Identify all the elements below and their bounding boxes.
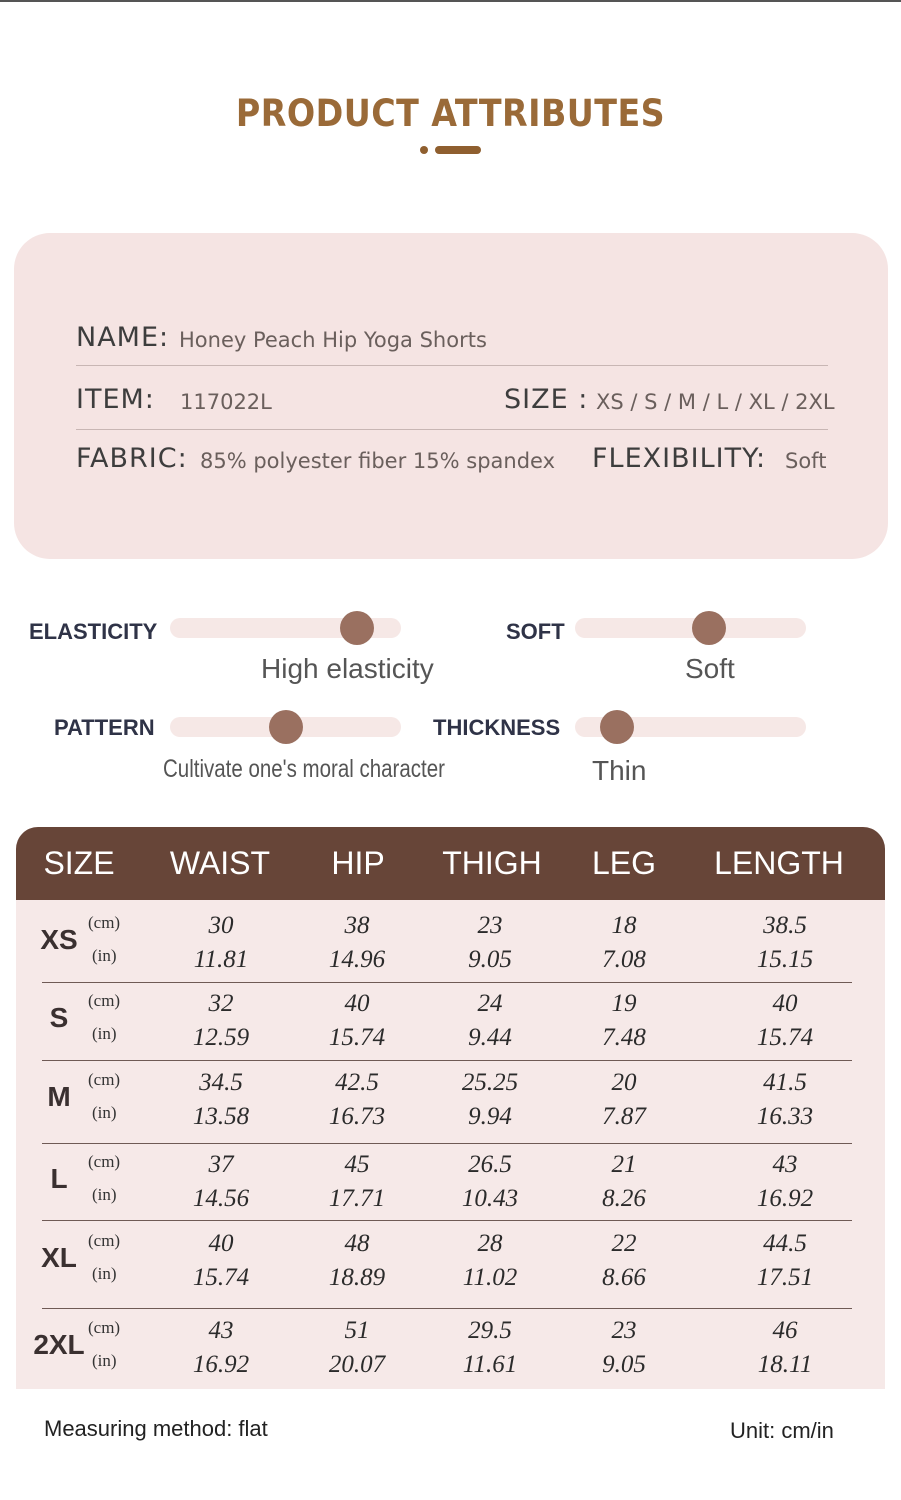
size-value: XS / S / M / L / XL / 2XL — [596, 390, 835, 414]
unit-cm-label: (cm) — [88, 1231, 121, 1250]
table-cell-cm: 21 — [611, 1151, 637, 1178]
table-cell-cm: 28 — [477, 1230, 503, 1257]
table-cell-in: 8.66 — [602, 1264, 646, 1291]
row-size-label: L — [50, 1163, 68, 1194]
attributes-divider — [76, 365, 828, 366]
table-cell-in: 16.92 — [756, 1185, 814, 1212]
table-cell-cm: 38.5 — [763, 912, 807, 939]
row-divider — [42, 1220, 852, 1221]
table-cell-cm: 25.25 — [461, 1069, 519, 1096]
table-cell-in: 16.73 — [328, 1103, 386, 1130]
unit-in-label: (in) — [92, 1351, 117, 1370]
unit-in-label: (in) — [92, 1103, 117, 1122]
slider-knob — [269, 710, 303, 744]
row-size-label: 2XL — [33, 1329, 85, 1360]
slider-value-text: Thin — [592, 755, 647, 786]
table-cell-in: 15.74 — [192, 1264, 250, 1291]
slider-value-text: Cultivate one's moral character — [163, 755, 445, 783]
table-cell-in: 14.96 — [328, 946, 386, 973]
table-cell-in: 18.11 — [757, 1351, 813, 1378]
table-cell-cm: 23 — [477, 912, 503, 939]
table-cell-cm: 19 — [611, 990, 637, 1017]
table-cell-in: 17.71 — [328, 1185, 386, 1212]
table-cell-in: 11.02 — [462, 1264, 518, 1291]
table-cell-in: 11.61 — [462, 1351, 518, 1378]
header-size: SIZE — [43, 845, 115, 881]
header-thigh: THIGH — [442, 845, 542, 881]
table-cell-in: 11.81 — [193, 946, 249, 973]
unit-note: Unit: cm/in — [730, 1418, 834, 1443]
table-cell-cm: 46 — [772, 1317, 798, 1344]
table-cell-in: 7.08 — [602, 946, 646, 973]
table-cell-cm: 40 — [208, 1230, 234, 1257]
name-label: NAME: — [76, 322, 170, 353]
fabric-label: FABRIC: — [76, 443, 188, 474]
table-cell-cm: 32 — [208, 990, 234, 1017]
row-divider — [42, 982, 852, 983]
table-cell-in: 15.15 — [756, 946, 814, 973]
unit-in-label: (in) — [92, 946, 117, 965]
header-leg: LEG — [591, 845, 657, 881]
table-cell-in: 20.07 — [328, 1351, 386, 1378]
table-cell-cm: 29.5 — [468, 1317, 512, 1344]
unit-cm-label: (cm) — [88, 913, 121, 932]
flexibility-value: Soft — [785, 449, 827, 473]
table-cell-in: 9.05 — [602, 1351, 646, 1378]
slider-track — [575, 618, 806, 638]
attributes-card — [14, 233, 888, 559]
table-cell-cm: 51 — [344, 1317, 370, 1344]
table-cell-cm: 22 — [611, 1230, 637, 1257]
table-cell-cm: 41.5 — [763, 1069, 807, 1096]
row-size-label: M — [47, 1081, 71, 1112]
unit-cm-label: (cm) — [88, 991, 121, 1010]
unit-cm-label: (cm) — [88, 1152, 121, 1171]
row-size-label: XS — [40, 924, 78, 955]
item-value: 117022L — [180, 390, 272, 414]
table-cell-cm: 24 — [477, 990, 503, 1017]
table-cell-in: 16.33 — [756, 1103, 814, 1130]
table-cell-in: 7.48 — [602, 1024, 646, 1051]
slider-label: THICKNESS — [433, 715, 561, 740]
name-value: Honey Peach Hip Yoga Shorts — [179, 328, 487, 352]
flexibility-label: FLEXIBILITY: — [592, 443, 767, 474]
table-cell-in: 10.43 — [461, 1185, 519, 1212]
table-cell-cm: 44.5 — [763, 1230, 807, 1257]
table-cell-cm: 23 — [611, 1317, 637, 1344]
table-cell-cm: 18 — [611, 912, 637, 939]
table-cell-in: 12.59 — [192, 1024, 250, 1051]
table-cell-in: 7.87 — [602, 1103, 646, 1130]
page-title: PRODUCT ATTRIBUTES — [235, 92, 666, 135]
table-cell-in: 17.51 — [756, 1264, 814, 1291]
slider-value-text: Soft — [685, 653, 735, 684]
table-cell-in: 14.56 — [192, 1185, 250, 1212]
unit-cm-label: (cm) — [88, 1070, 121, 1089]
slider-value-text: High elasticity — [261, 653, 434, 684]
table-cell-cm: 20 — [611, 1069, 637, 1096]
slider-knob — [600, 710, 634, 744]
size-table-header — [16, 827, 885, 900]
table-cell-in: 13.58 — [192, 1103, 250, 1130]
table-cell-in: 15.74 — [328, 1024, 386, 1051]
row-divider — [42, 1308, 852, 1309]
table-cell-cm: 38 — [344, 912, 370, 939]
table-cell-in: 9.94 — [468, 1103, 512, 1130]
row-size-label: S — [49, 1002, 69, 1033]
header-length: LENGTH — [714, 845, 844, 881]
slider-label: ELASTICITY — [29, 619, 158, 644]
header-waist: WAIST — [169, 845, 271, 881]
header-hip: HIP — [331, 845, 385, 881]
table-cell-cm: 43 — [772, 1151, 798, 1178]
table-cell-cm: 43 — [208, 1317, 234, 1344]
table-cell-cm: 40 — [772, 990, 798, 1017]
table-cell-in: 9.05 — [468, 946, 512, 973]
table-cell-cm: 40 — [344, 990, 370, 1017]
title-decoration-dot — [420, 146, 428, 154]
table-cell-in: 9.44 — [468, 1024, 512, 1051]
table-cell-cm: 45 — [344, 1151, 370, 1178]
table-cell-cm: 48 — [344, 1230, 370, 1257]
table-cell-cm: 26.5 — [468, 1151, 512, 1178]
table-cell-cm: 42.5 — [335, 1069, 379, 1096]
fabric-value: 85% polyester fiber 15% spandex — [200, 449, 556, 473]
unit-in-label: (in) — [92, 1185, 117, 1204]
table-cell-in: 18.89 — [328, 1264, 386, 1291]
unit-in-label: (in) — [92, 1024, 117, 1043]
size-table — [16, 827, 885, 1389]
unit-cm-label: (cm) — [88, 1318, 121, 1337]
title-decoration-bar — [435, 146, 481, 154]
slider-label: SOFT — [506, 619, 565, 644]
table-cell-cm: 30 — [208, 912, 234, 939]
slider-knob — [692, 611, 726, 645]
row-divider — [42, 1143, 852, 1144]
measuring-method-note: Measuring method: flat — [44, 1416, 268, 1441]
table-cell-cm: 37 — [208, 1151, 234, 1178]
row-size-label: XL — [41, 1242, 77, 1273]
top-rule — [0, 0, 901, 2]
table-cell-in: 16.92 — [192, 1351, 250, 1378]
row-divider — [42, 1060, 852, 1061]
attributes-divider — [76, 429, 828, 430]
slider-knob — [340, 611, 374, 645]
unit-in-label: (in) — [92, 1264, 117, 1283]
table-cell-in: 15.74 — [756, 1024, 814, 1051]
item-label: ITEM: — [76, 384, 155, 415]
slider-label: PATTERN — [54, 715, 155, 740]
table-cell-cm: 34.5 — [199, 1069, 243, 1096]
size-label: SIZE : — [504, 384, 589, 415]
table-cell-in: 8.26 — [602, 1185, 646, 1212]
